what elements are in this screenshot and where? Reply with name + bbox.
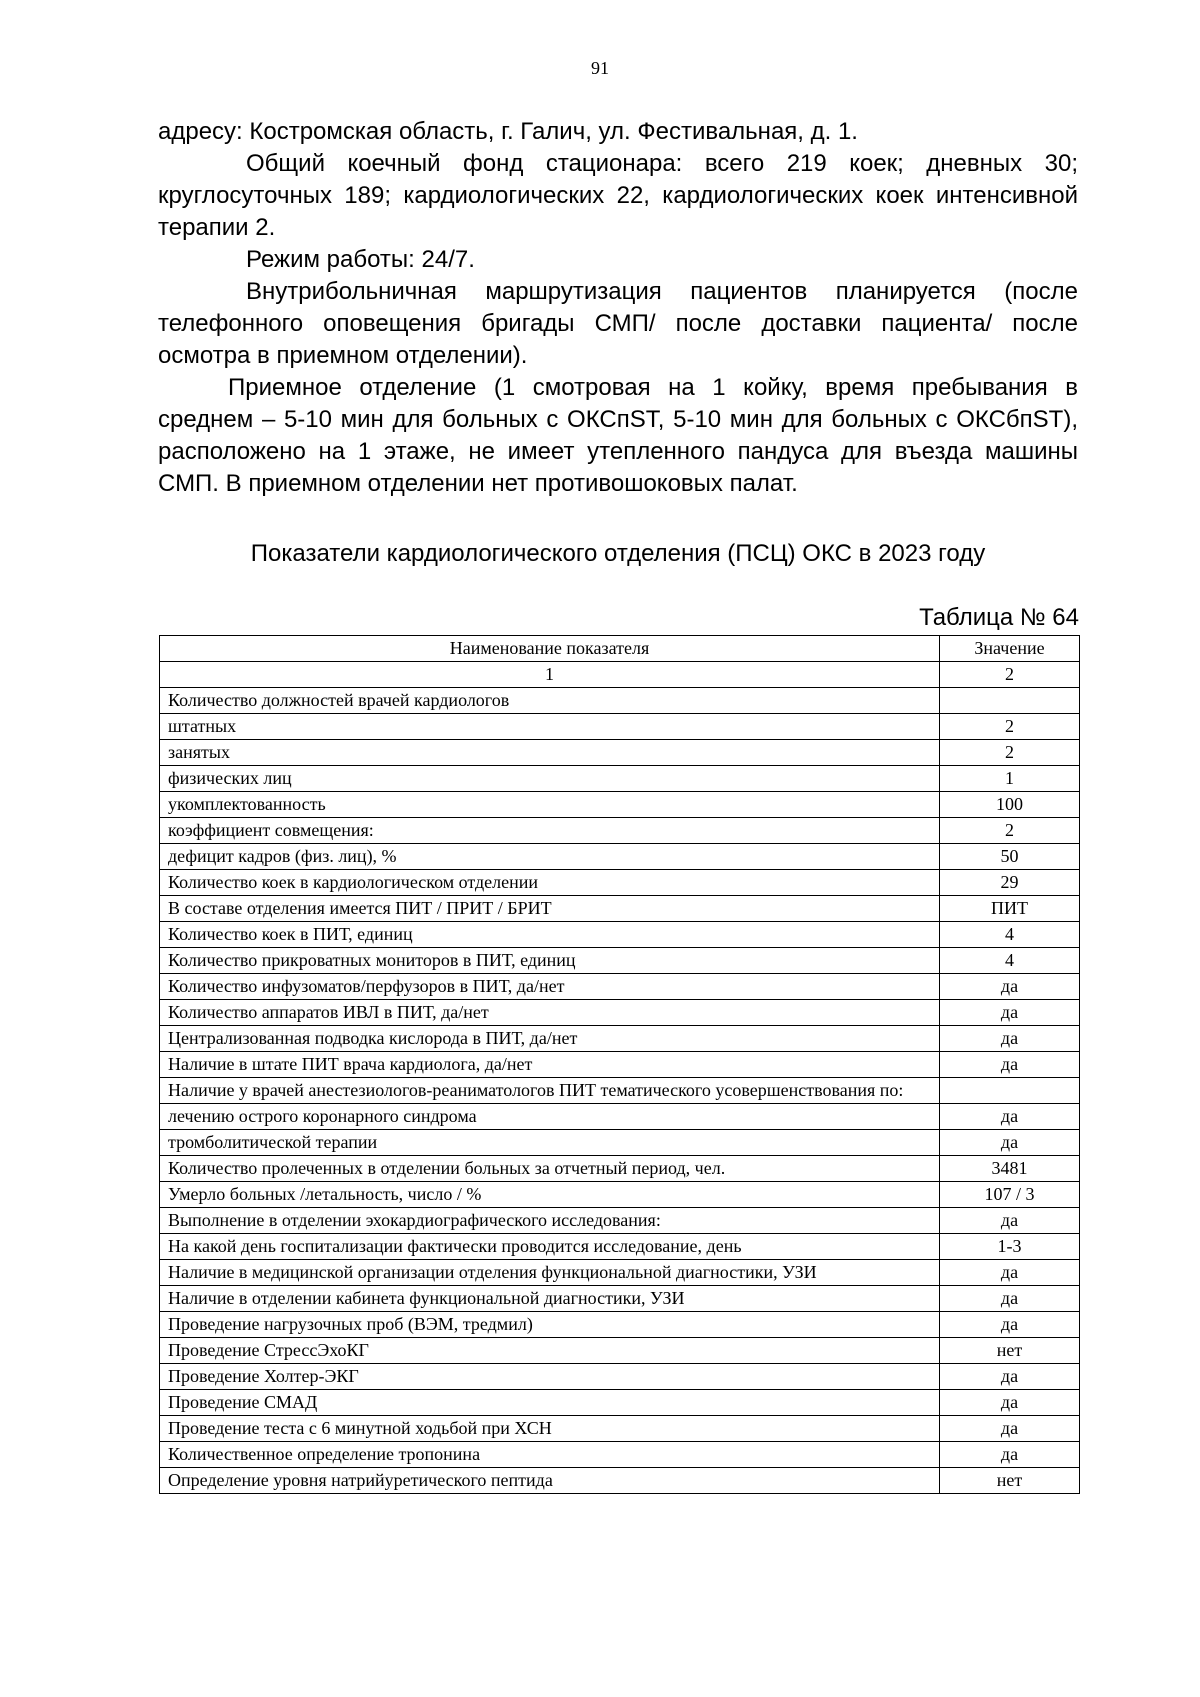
table-row: [160, 1026, 1080, 1052]
indicator-value-cell: 107 / 3: [940, 1182, 1080, 1208]
indicator-value-cell: [940, 688, 1080, 714]
indicator-value-cell: да: [940, 1130, 1080, 1156]
table-row: [160, 1364, 1080, 1390]
page-number: 91: [591, 58, 609, 78]
indicator-value-cell: 2: [940, 714, 1080, 740]
indicator-value-cell: да: [940, 1390, 1080, 1416]
indicator-value-cell: 4: [940, 948, 1080, 974]
indicator-name-cell: Количество коек в ПИТ, единиц: [160, 922, 940, 948]
indicator-name-cell: лечению острого коронарного синдрома: [160, 1104, 940, 1130]
indicator-name-cell: Централизованная подводка кислорода в ПИТ, да/нет: [160, 1026, 940, 1052]
indicator-name-cell: Наличие у врачей анестезиологов-реаниматологов ПИТ тематического усовершенствования по:: [160, 1078, 940, 1104]
indicator-name-cell: тромболитической терапии: [160, 1130, 940, 1156]
table-label: Таблица № 64: [919, 604, 1079, 631]
indicator-value-cell: да: [940, 1052, 1080, 1078]
indicator-name-cell: штатных: [160, 714, 940, 740]
indicator-name-cell: укомплектованность: [160, 792, 940, 818]
table-row: [160, 1052, 1080, 1078]
indicator-value-cell: нет: [940, 1468, 1080, 1494]
indicator-name-cell: Количество коек в кардиологическом отделении: [160, 870, 940, 896]
table-row: [160, 714, 1080, 740]
indicator-value-cell: да: [940, 1260, 1080, 1286]
table-row: [160, 766, 1080, 792]
indicators-table: [159, 635, 1080, 1494]
table-row: [160, 1000, 1080, 1026]
table-row: [160, 1156, 1080, 1182]
table-row: [160, 1104, 1080, 1130]
table-row: [160, 792, 1080, 818]
indicator-name-cell: Определение уровня натрийуретического пептида: [160, 1468, 940, 1494]
indicator-name-cell: Наличие в отделении кабинета функциональной диагностики, УЗИ: [160, 1286, 940, 1312]
indicator-name-cell: физических лиц: [160, 766, 940, 792]
table-row: [160, 1338, 1080, 1364]
indicator-value-cell: да: [940, 974, 1080, 1000]
indicator-name-cell: Наличие в медицинской организации отделения функциональной диагностики, УЗИ: [160, 1260, 940, 1286]
table-row: [160, 1260, 1080, 1286]
table-row: [160, 1078, 1080, 1104]
indicator-name-cell: Наличие в штате ПИТ врача кардиолога, да/нет: [160, 1052, 940, 1078]
indicator-value-cell: да: [940, 1104, 1080, 1130]
indicator-value-cell: да: [940, 1208, 1080, 1234]
table-row: [160, 974, 1080, 1000]
column-header-value: Значение: [940, 636, 1080, 662]
table-row: [160, 1286, 1080, 1312]
table-row: [160, 1442, 1080, 1468]
table-row: [160, 1468, 1080, 1494]
table-row: [160, 948, 1080, 974]
table-numbering-row: [160, 662, 1080, 688]
table-row: [160, 1182, 1080, 1208]
indicator-value-cell: [940, 1078, 1080, 1104]
indicator-value-cell: да: [940, 1000, 1080, 1026]
indicator-name-cell: Проведение теста с 6 минутной ходьбой при ХСН: [160, 1416, 940, 1442]
indicator-value-cell: 1: [940, 766, 1080, 792]
paragraph-address: адресу: Костромская область, г. Галич, ул. Фестивальная, д. 1.: [158, 118, 858, 145]
paragraph-admission: Приемное отделение (1 смотровая на 1 койку, время пребывания в среднем – 5-10 мин для больных с ОКСпST, 5-10 мин для больных с ОКСбпST), расположено на 1 этаже, не имеет утепленного пандуса для въезда машины СМП. В приемном отделении нет противошоковых палат.: [158, 374, 1078, 497]
indicator-name-cell: Умерло больных /летальность, число / %: [160, 1182, 940, 1208]
indicator-value-cell: 100: [940, 792, 1080, 818]
table-row: [160, 1208, 1080, 1234]
indicator-value-cell: 2: [940, 740, 1080, 766]
indicator-value-cell: 3481: [940, 1156, 1080, 1182]
table-row: [160, 844, 1080, 870]
indicator-name-cell: На какой день госпитализации фактически проводится исследование, день: [160, 1234, 940, 1260]
table-row: [160, 1234, 1080, 1260]
column-number-2: 2: [940, 662, 1080, 688]
indicator-value-cell: 4: [940, 922, 1080, 948]
indicator-value-cell: нет: [940, 1338, 1080, 1364]
table-row: [160, 1416, 1080, 1442]
indicator-name-cell: Количество прикроватных мониторов в ПИТ, единиц: [160, 948, 940, 974]
table-body: [160, 688, 1080, 1494]
table-title: Показатели кардиологического отделения (ПСЦ) ОКС в 2023 году: [250, 540, 986, 567]
table-row: [160, 1130, 1080, 1156]
indicator-name-cell: Проведение Холтер-ЭКГ: [160, 1364, 940, 1390]
column-header-indicator: Наименование показателя: [160, 636, 940, 662]
indicator-value-cell: 2: [940, 818, 1080, 844]
table-row: [160, 1312, 1080, 1338]
indicator-name-cell: Проведение СтрессЭхоКГ: [160, 1338, 940, 1364]
table-row: [160, 818, 1080, 844]
indicator-name-cell: Проведение нагрузочных проб (ВЭМ, тредмил): [160, 1312, 940, 1338]
indicator-name-cell: Выполнение в отделении эхокардиографического исследования:: [160, 1208, 940, 1234]
indicator-value-cell: 50: [940, 844, 1080, 870]
indicator-value-cell: да: [940, 1026, 1080, 1052]
table-row: [160, 922, 1080, 948]
indicator-value-cell: да: [940, 1286, 1080, 1312]
paragraph-routing: Внутрибольничная маршрутизация пациентов планируется (после телефонного оповещения бригады СМП/ после доставки пациента/ после осмотра в приемном отделении).: [158, 278, 1078, 369]
indicator-value-cell: ПИТ: [940, 896, 1080, 922]
indicator-name-cell: коэффициент совмещения:: [160, 818, 940, 844]
table-row: [160, 740, 1080, 766]
table-row: [160, 688, 1080, 714]
table-row: [160, 1390, 1080, 1416]
paragraph-bed-fund: Общий коечный фонд стационара: всего 219 коек; дневных 30; круглосуточных 189; кардиологических 22, кардиологических коек интенсивной терапии 2.: [158, 150, 1078, 241]
indicator-name-cell: занятых: [160, 740, 940, 766]
table-row: [160, 896, 1080, 922]
indicator-name-cell: В составе отделения имеется ПИТ / ПРИТ / БРИТ: [160, 896, 940, 922]
indicator-value-cell: 29: [940, 870, 1080, 896]
indicator-value-cell: да: [940, 1416, 1080, 1442]
indicator-name-cell: Количество пролеченных в отделении больных за отчетный период, чел.: [160, 1156, 940, 1182]
table-header-row: [160, 636, 1080, 662]
indicator-name-cell: дефицит кадров (физ. лиц), %: [160, 844, 940, 870]
indicator-value-cell: да: [940, 1312, 1080, 1338]
indicator-name-cell: Количество инфузоматов/перфузоров в ПИТ, да/нет: [160, 974, 940, 1000]
indicator-name-cell: Проведение СМАД: [160, 1390, 940, 1416]
table-row: [160, 870, 1080, 896]
indicator-name-cell: Количественное определение тропонина: [160, 1442, 940, 1468]
paragraph-work-mode: Режим работы: 24/7.: [246, 246, 475, 273]
indicator-name-cell: Количество аппаратов ИВЛ в ПИТ, да/нет: [160, 1000, 940, 1026]
indicator-value-cell: 1-3: [940, 1234, 1080, 1260]
indicator-value-cell: да: [940, 1364, 1080, 1390]
column-number-1: 1: [160, 662, 940, 688]
indicator-value-cell: да: [940, 1442, 1080, 1468]
indicator-name-cell: Количество должностей врачей кардиологов: [160, 688, 940, 714]
